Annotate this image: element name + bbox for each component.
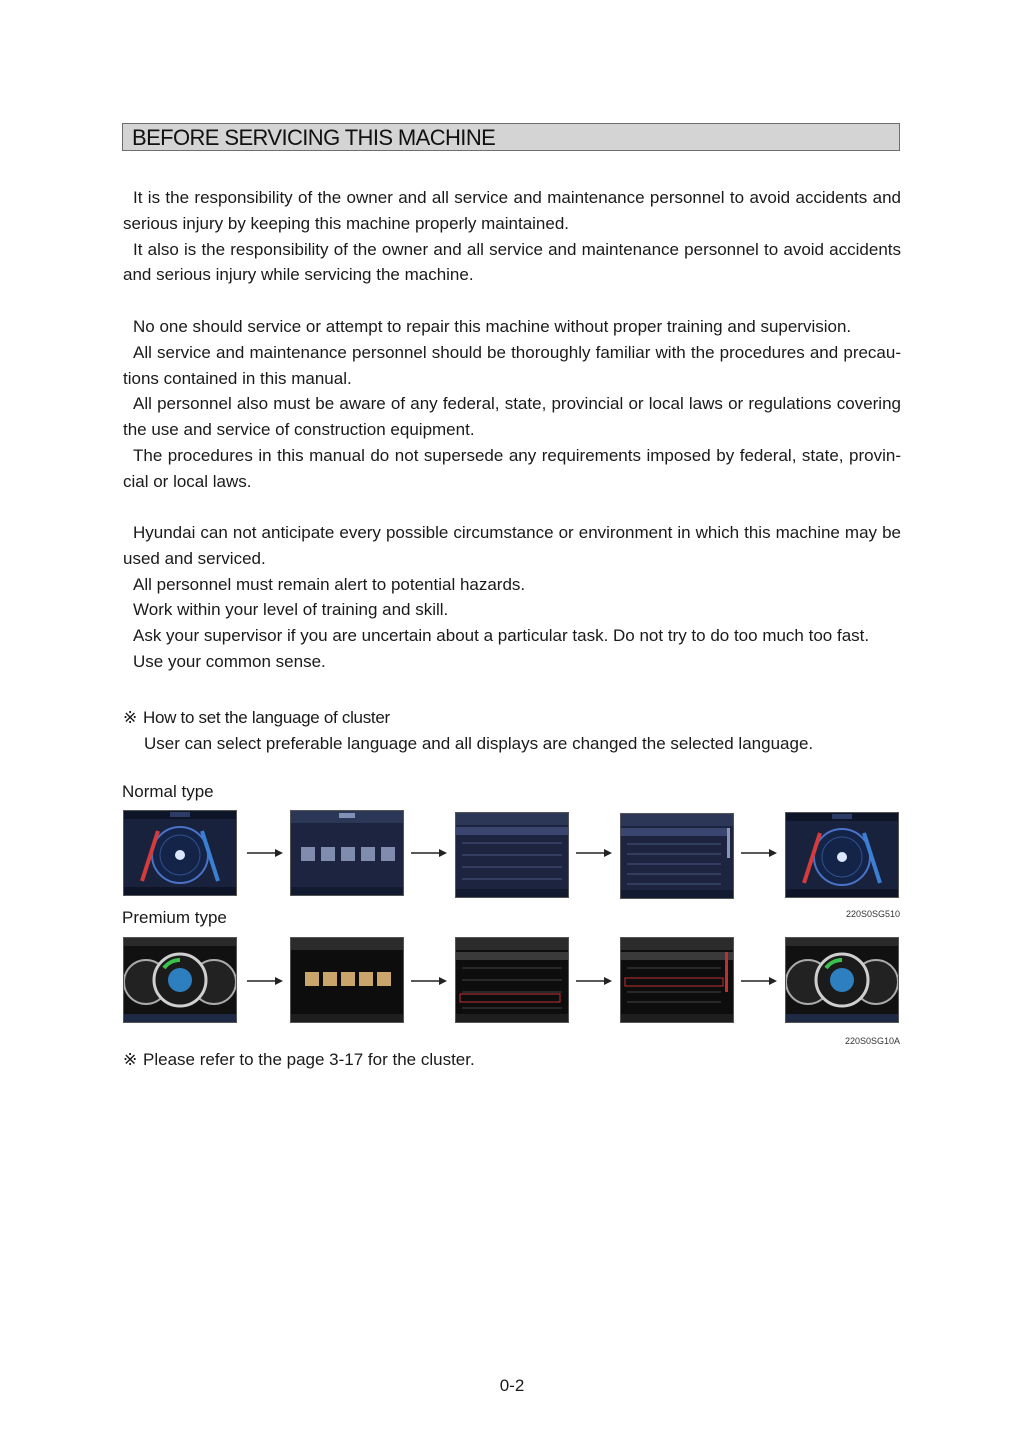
normal-type-label: Normal type (122, 782, 214, 801)
footer-note-text: Please refer to the page 3-17 for the cluster. (143, 1050, 475, 1069)
normal-gauge-screen-result (785, 812, 899, 898)
normal-display-settings-screen (455, 812, 569, 898)
paragraph-block-3 (123, 520, 901, 675)
reference-mark-icon: ※ (123, 708, 138, 727)
premium-type-label: Premium type (122, 908, 227, 927)
paragraph-block-1 (123, 185, 901, 288)
footer-note (123, 1047, 475, 1073)
arrow-right-icon (741, 849, 777, 857)
cluster-language-note (123, 705, 390, 731)
normal-gauge-screen (123, 810, 237, 896)
paragraph: All personnel must remain alert to potential hazards. (133, 574, 526, 594)
paragraph: Hyundai can not anticipate every possible circumstance or environment in which this machine may be used and serviced. (123, 523, 901, 568)
premium-gauge-screen-result (785, 937, 899, 1023)
normal-menu-screen (290, 810, 404, 896)
arrow-right-icon (576, 977, 612, 985)
paragraph: Work within your level of training and skill. (133, 600, 449, 620)
premium-menu-screen (290, 937, 404, 1023)
section-title: BEFORE SERVICING THIS MACHINE (132, 125, 496, 150)
arrow-right-icon (247, 977, 283, 985)
premium-display-settings-screen (455, 937, 569, 1023)
arrow-right-icon (411, 977, 447, 985)
arrow-right-icon (247, 849, 283, 857)
paragraph: It also is the responsibility of the owner and all service and maintenance personnel to avoid accidents and serious injury while servicing the machine. (123, 239, 901, 285)
paragraph: It is the responsibility of the owner and all service and maintenance personnel to avoid accidents and serious injury by keeping this machine properly maintained. (123, 188, 901, 233)
note-heading: How to set the language of cluster (143, 708, 390, 727)
premium-gauge-screen (123, 937, 237, 1023)
premium-figure-code: 220S0SG10A (844, 1036, 900, 1046)
reference-mark-icon: ※ (123, 1050, 138, 1069)
paragraph: Ask your supervisor if you are uncertain about a particular task. Do not try to do too much too fast. (133, 626, 870, 646)
paragraph: The procedures in this manual do not supersede any requirements imposed by federal, state, provin-cial or local laws. (123, 445, 901, 491)
paragraph: All service and maintenance personnel should be thoroughly familiar with the procedures and precau-tions contained in this manual. (123, 342, 901, 388)
arrow-right-icon (576, 849, 612, 857)
paragraph: No one should service or attempt to repair this machine without proper training and supervision. (133, 317, 852, 336)
premium-language-setting-screen (620, 937, 734, 1023)
paragraph: All personnel also must be aware of any federal, state, provincial or local laws or regulations covering the use and service of construction equipment. (123, 394, 901, 440)
arrow-right-icon (411, 849, 447, 857)
paragraph: Use your common sense. (133, 651, 326, 671)
section-title-bar (122, 123, 900, 151)
arrow-right-icon (741, 977, 777, 985)
paragraph-block-2 (123, 314, 901, 495)
note-text: User can select preferable language and all displays are changed the selected language. (144, 734, 814, 753)
normal-figure-code: 220S0SG510 (845, 909, 900, 919)
normal-language-setting-screen (620, 813, 734, 899)
page-number: 0-2 (499, 1376, 525, 1395)
